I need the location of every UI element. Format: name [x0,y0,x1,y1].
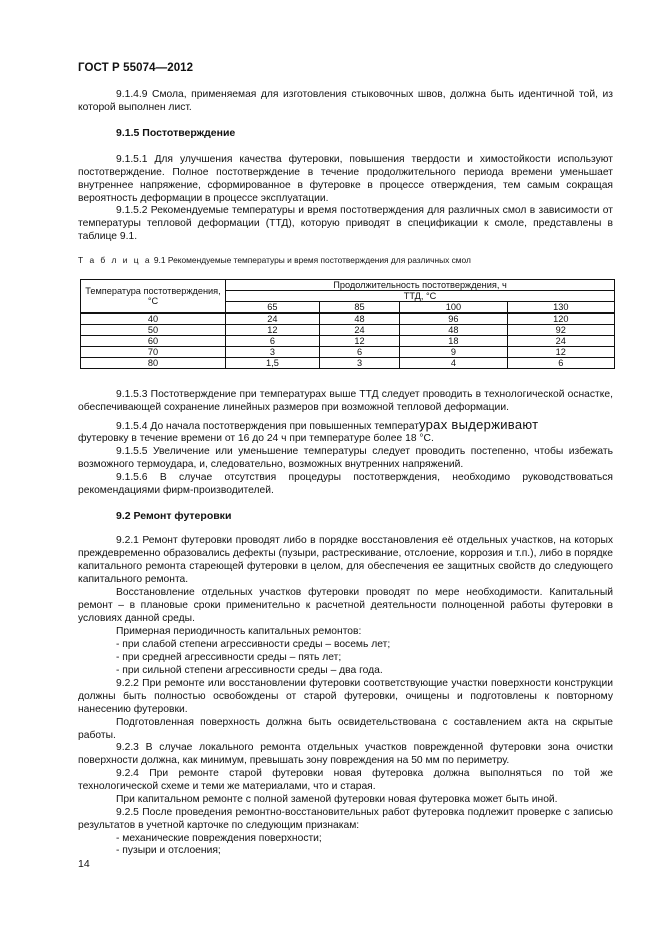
table-cell: 6 [319,347,399,358]
paragraph-9-2-1: 9.2.1 Ремонт футеровки проводят либо в порядке восстановления её отдельных участков, на которых преждевременно образовались дефекты (пузыри, растрескивание, отслоение, коррозия и т.п.), либо в порядке капитального ремонта стареющей футеровки в целом, для обеспечения ее защитных свойств до следующего капитального ремонта. [78,535,613,585]
ttd-value: 65 [226,302,320,314]
table-row [81,358,615,369]
paragraph-9-2-4: 9.2.4 При ремонте старой футеровки новая футеровка должна выполняться по той же технологической схеме и теми же материалами, что и старая. [78,768,613,792]
table-cell: 96 [400,313,507,325]
table-cell: 9 [400,347,507,358]
table-cell: 12 [226,325,320,336]
table-cell: 24 [319,325,399,336]
paragraph-restoration: Восстановление отдельных участков футеровки проводят по мере необходимости. Капитальный ремонт – в плановые сроки применительно к расчетной деятельности полноценной работы футеровки в условиях данной среды. [78,587,613,624]
list-item: - при слабой степени агрессивности среды – восемь лет; [116,639,391,650]
document-header: ГОСТ Р 55074—2012 [78,62,194,74]
table-cell: 24 [226,313,320,325]
table-cell: 4 [400,358,507,369]
table-cell: 12 [507,347,614,358]
paragraph-9-1-5-4-large: урах выдерживают [418,417,539,432]
table-caption-text: Рекомендуемые температуры и время постотверждения для различных смол [167,255,471,265]
table-subheader-ttd: ТТД, °С [226,291,615,302]
table-cell: 70 [81,347,226,358]
paragraph-9-2-2: 9.2.2 При ремонте или восстановлении футеровки соответствующие участки поверхности конструкции должны быть полностью освобождены от старой футеровки, очищены и подготовлены к повторному нанесению футеровки. [78,678,613,715]
paragraph-prepared-surface: Подготовленная поверхность должна быть освидетельствована с составлением акта на скрытые работы. [78,717,613,741]
list-item: - пузыри и отслоения; [116,845,221,856]
paragraph-periodicity: Примерная периодичность капитальных ремонтов: [116,626,362,637]
table-row [81,325,615,336]
list-item: - при средней агрессивности среды – пять лет; [116,652,342,663]
table-header-row [81,280,615,291]
paragraph-9-1-5-3: 9.1.5.3 Постотверждение при температурах выше ТТД следует проводить в технологической оснастке, обеспечивающей сохранение линейных размеров при возможной тепловой деформации. [78,389,613,413]
table-row [81,313,615,325]
list-item: - механические повреждения поверхности; [116,833,322,844]
ttd-value: 85 [319,302,399,314]
table-row [81,336,615,347]
section-heading-9-2: 9.2 Ремонт футеровки [116,510,232,522]
paragraph-9-2-5: 9.2.5 После проведения ремонтно-восстановительных работ футеровка подлежит проверке с записью результатов в учетной карточке по следующим признакам: [78,807,613,831]
paragraph-9-1-5-6: 9.1.5.6 В случае отсутствия процедуры постотверждения, необходимо руководствоваться рекомендациями фирм-производителей. [78,472,613,496]
paragraph-9-1-5-4-start: 9.1.5.4 До начала постотверждения при повышенных температ [116,421,419,432]
table-cell: 24 [507,336,614,347]
table-cell: 50 [81,325,226,336]
paragraph-9-1-5-4 [78,418,613,433]
table-cell: 40 [81,313,226,325]
table-cell: 120 [507,313,614,325]
ttd-value: 130 [507,302,614,314]
table-caption-label: Т а б л и ц а [78,255,152,265]
table-cell: 92 [507,325,614,336]
page-number: 14 [78,858,90,870]
paragraph-9-1-5-2: 9.1.5.2 Рекомендуемые температуры и время постотверждения для различных смол в зависимости от температуры тепловой деформации (ТТД), которую приводят в спецификации к смоле, представлены в таблице 9.1. [78,205,613,242]
paragraph-9-1-5-4-cont: футеровку в течение времени от 16 до 24 ч при температуре более 18 °С. [78,433,434,444]
table-row [81,347,615,358]
table-cell: 48 [319,313,399,325]
paragraph-9-1-4-9: 9.1.4.9 Смола, применяемая для изготовления стыковочных швов, должна быть идентичной той, из которой выполнен лист. [78,89,613,113]
table-header-duration: Продолжительность постотверждения, ч [226,280,615,291]
paragraph-9-1-5-5: 9.1.5.5 Увеличение или уменьшение температуры следует проводить постепенно, чтобы избежать возможного термоудара, и, следовательно, возможных внутренних напряжений. [78,446,613,470]
table-cell: 6 [507,358,614,369]
table-cell: 1,5 [226,358,320,369]
list-item: - при сильной степени агрессивности среды – два года. [116,665,383,676]
table-cell: 60 [81,336,226,347]
table-caption [78,255,471,265]
table-cell: 12 [319,336,399,347]
table-cell: 18 [400,336,507,347]
paragraph-9-1-5-1: 9.1.5.1 Для улучшения качества футеровки, повышения твердости и химостойкости используют постотверждение. Полное постотверждение в течение продолжительного периода времени уменьшает внутреннее напряжение, сформированное в футеровке в процессе отверждения, тем самым сокращая вероятность деформации в процессе эксплуатации. [78,154,613,204]
table-cell: 6 [226,336,320,347]
ttd-value: 100 [400,302,507,314]
postcure-table [80,279,615,369]
table-cell: 80 [81,358,226,369]
section-heading-9-1-5: 9.1.5 Постотверждение [116,127,236,139]
table-header-temperature: Температура постотверждения, °С [81,280,226,314]
table-cell: 3 [226,347,320,358]
paragraph-9-2-3: 9.2.3 В случае локального ремонта отдельных участков поврежденной футеровки зона очистки поверхности должна, как минимум, превышать зону повреждения на 50 мм по периметру. [78,742,613,766]
table-caption-number: 9.1 [153,255,166,265]
table-cell: 3 [319,358,399,369]
paragraph-capital-repair: При капитальном ремонте с полной заменой футеровки новая футеровка может быть иной. [116,794,558,805]
table-cell: 48 [400,325,507,336]
